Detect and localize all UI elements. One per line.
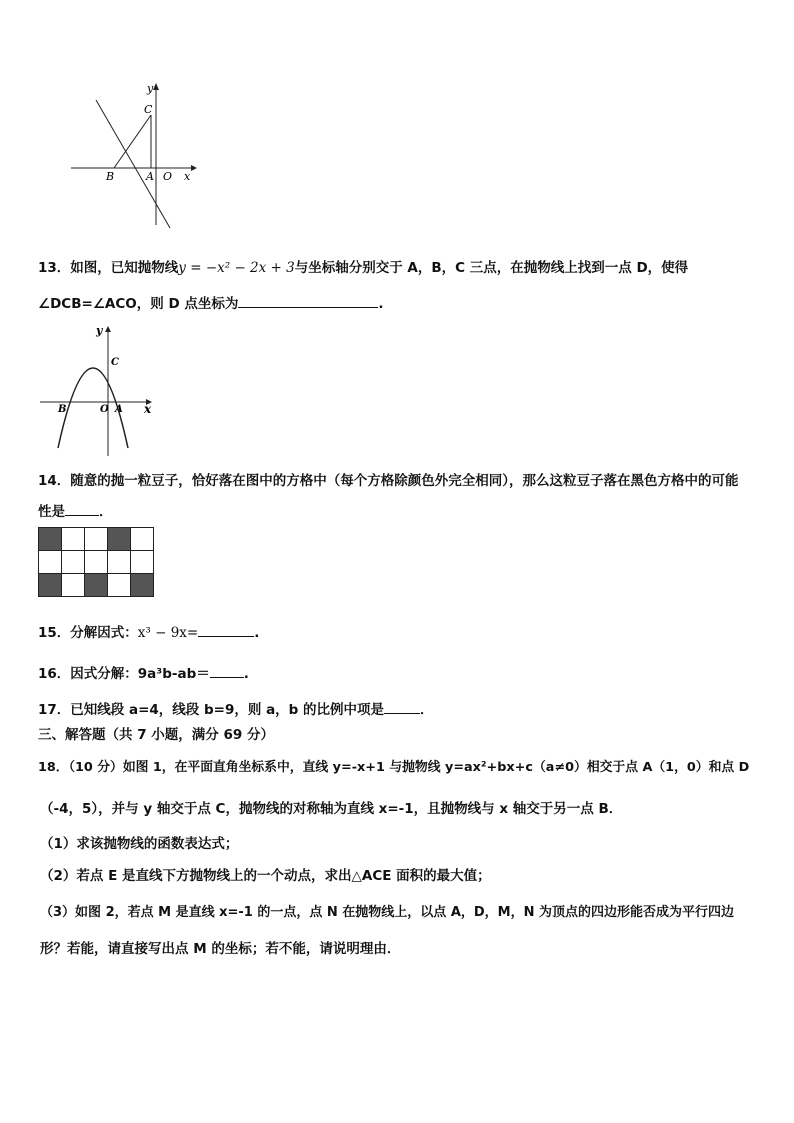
label-y: y (147, 82, 154, 95)
grid-row (39, 551, 154, 574)
answer-blank-17[interactable] (384, 701, 420, 714)
label-o: O (163, 170, 173, 183)
q13-number: 13．如图，已知抛物线 (38, 260, 179, 276)
label-y: y (96, 324, 103, 337)
label-c: C (111, 357, 119, 368)
label-a: A (115, 404, 123, 415)
answer-blank-13[interactable] (238, 295, 378, 308)
section-heading: 三、解答题（共 7 小题，满分 69 分） (38, 727, 274, 743)
figure-q12 (66, 80, 206, 230)
y-arrow (153, 83, 159, 90)
q16: 16．因式分解：9a³b-ab＝ . (38, 666, 249, 682)
q18-line1: 18．（10 分）如图 1，在平面直角坐标系中，直线 y=-x+1 与抛物线 y=ax²+bx+c（a≠0）相交于点 A（1，0）和点 D (38, 760, 750, 775)
x-arrow (191, 165, 197, 171)
grid-cell-dark (131, 574, 154, 597)
label-a: A (146, 170, 154, 183)
grid-row (39, 574, 154, 597)
grid-cell-white (85, 528, 108, 551)
q15-expression: x³ − 9x= (137, 625, 199, 641)
label-b: B (106, 170, 115, 183)
q18-line2: （-4，5），并与 y 轴交于点 C，抛物线的对称轴为直线 x=-1，且抛物线与 x 轴交于另一点 B． (40, 801, 623, 817)
grid-row (39, 528, 154, 551)
grid-cell-white (131, 551, 154, 574)
q13-equation: y = −x² − 2x + 3 (178, 260, 295, 276)
grid-cell-dark (39, 574, 62, 597)
answer-blank-16[interactable] (210, 665, 244, 678)
answer-blank-15[interactable] (198, 624, 254, 637)
grid-cell-white (85, 551, 108, 574)
y-arrow (105, 326, 111, 332)
label-c: C (144, 103, 153, 116)
q13-text: 与坐标轴分别交于 A，B，C 三点，在抛物线上找到一点 D，使得 (294, 260, 689, 276)
q13-text2: ∠DCB=∠ACO，则 D 点坐标为 (38, 296, 239, 312)
figure-q13 (38, 320, 168, 458)
label-o: O (100, 404, 109, 415)
q17: 17．已知线段 a=4，线段 b=9，则 a，b 的比例中项是 ． (38, 702, 434, 718)
q14-line1: 14．随意的抛一粒豆子，恰好落在图中的方格中（每个方格除颜色外完全相同），那么这粒豆子落在黑色方格中的可能 (38, 473, 739, 489)
grid-cell-white (131, 528, 154, 551)
q13-line1 (38, 256, 688, 276)
q18-part3-line1: （3）如图 2，若点 M 是直线 x=-1 的一点，点 N 在抛物线上，以点 A，D，M，N 为顶点的四边形能否成为平行四边 (40, 905, 735, 920)
q18-part3-line2: 形？若能，请直接写出点 M 的坐标；若不能，请说明理由． (40, 941, 401, 957)
grid-cell-white (108, 551, 131, 574)
grid-cell-dark (85, 574, 108, 597)
q14-line2: 性是 ． (38, 504, 113, 520)
grid-cell-white (62, 551, 85, 574)
q15: 15．分解因式：x³ − 9x= . (38, 625, 260, 641)
grid-cell-dark (39, 528, 62, 551)
line-bc (96, 100, 173, 228)
label-x: x (144, 402, 152, 416)
q18-part1: （1）求该抛物线的函数表达式； (40, 836, 239, 852)
grid-cell-white (62, 574, 85, 597)
answer-blank-14[interactable] (65, 503, 99, 516)
label-x: x (184, 170, 191, 183)
label-b: B (58, 404, 67, 415)
q13-line2: ∠DCB=∠ACO，则 D 点坐标为 . (38, 296, 384, 312)
grid-cell-dark (108, 528, 131, 551)
q18-part2: （2）若点 E 是直线下方抛物线上的一个动点，求出△ACE 面积的最大值； (40, 868, 491, 884)
grid-cell-white (39, 551, 62, 574)
grid-cell-white (108, 574, 131, 597)
grid-cell-white (62, 528, 85, 551)
square-grid (38, 527, 154, 597)
